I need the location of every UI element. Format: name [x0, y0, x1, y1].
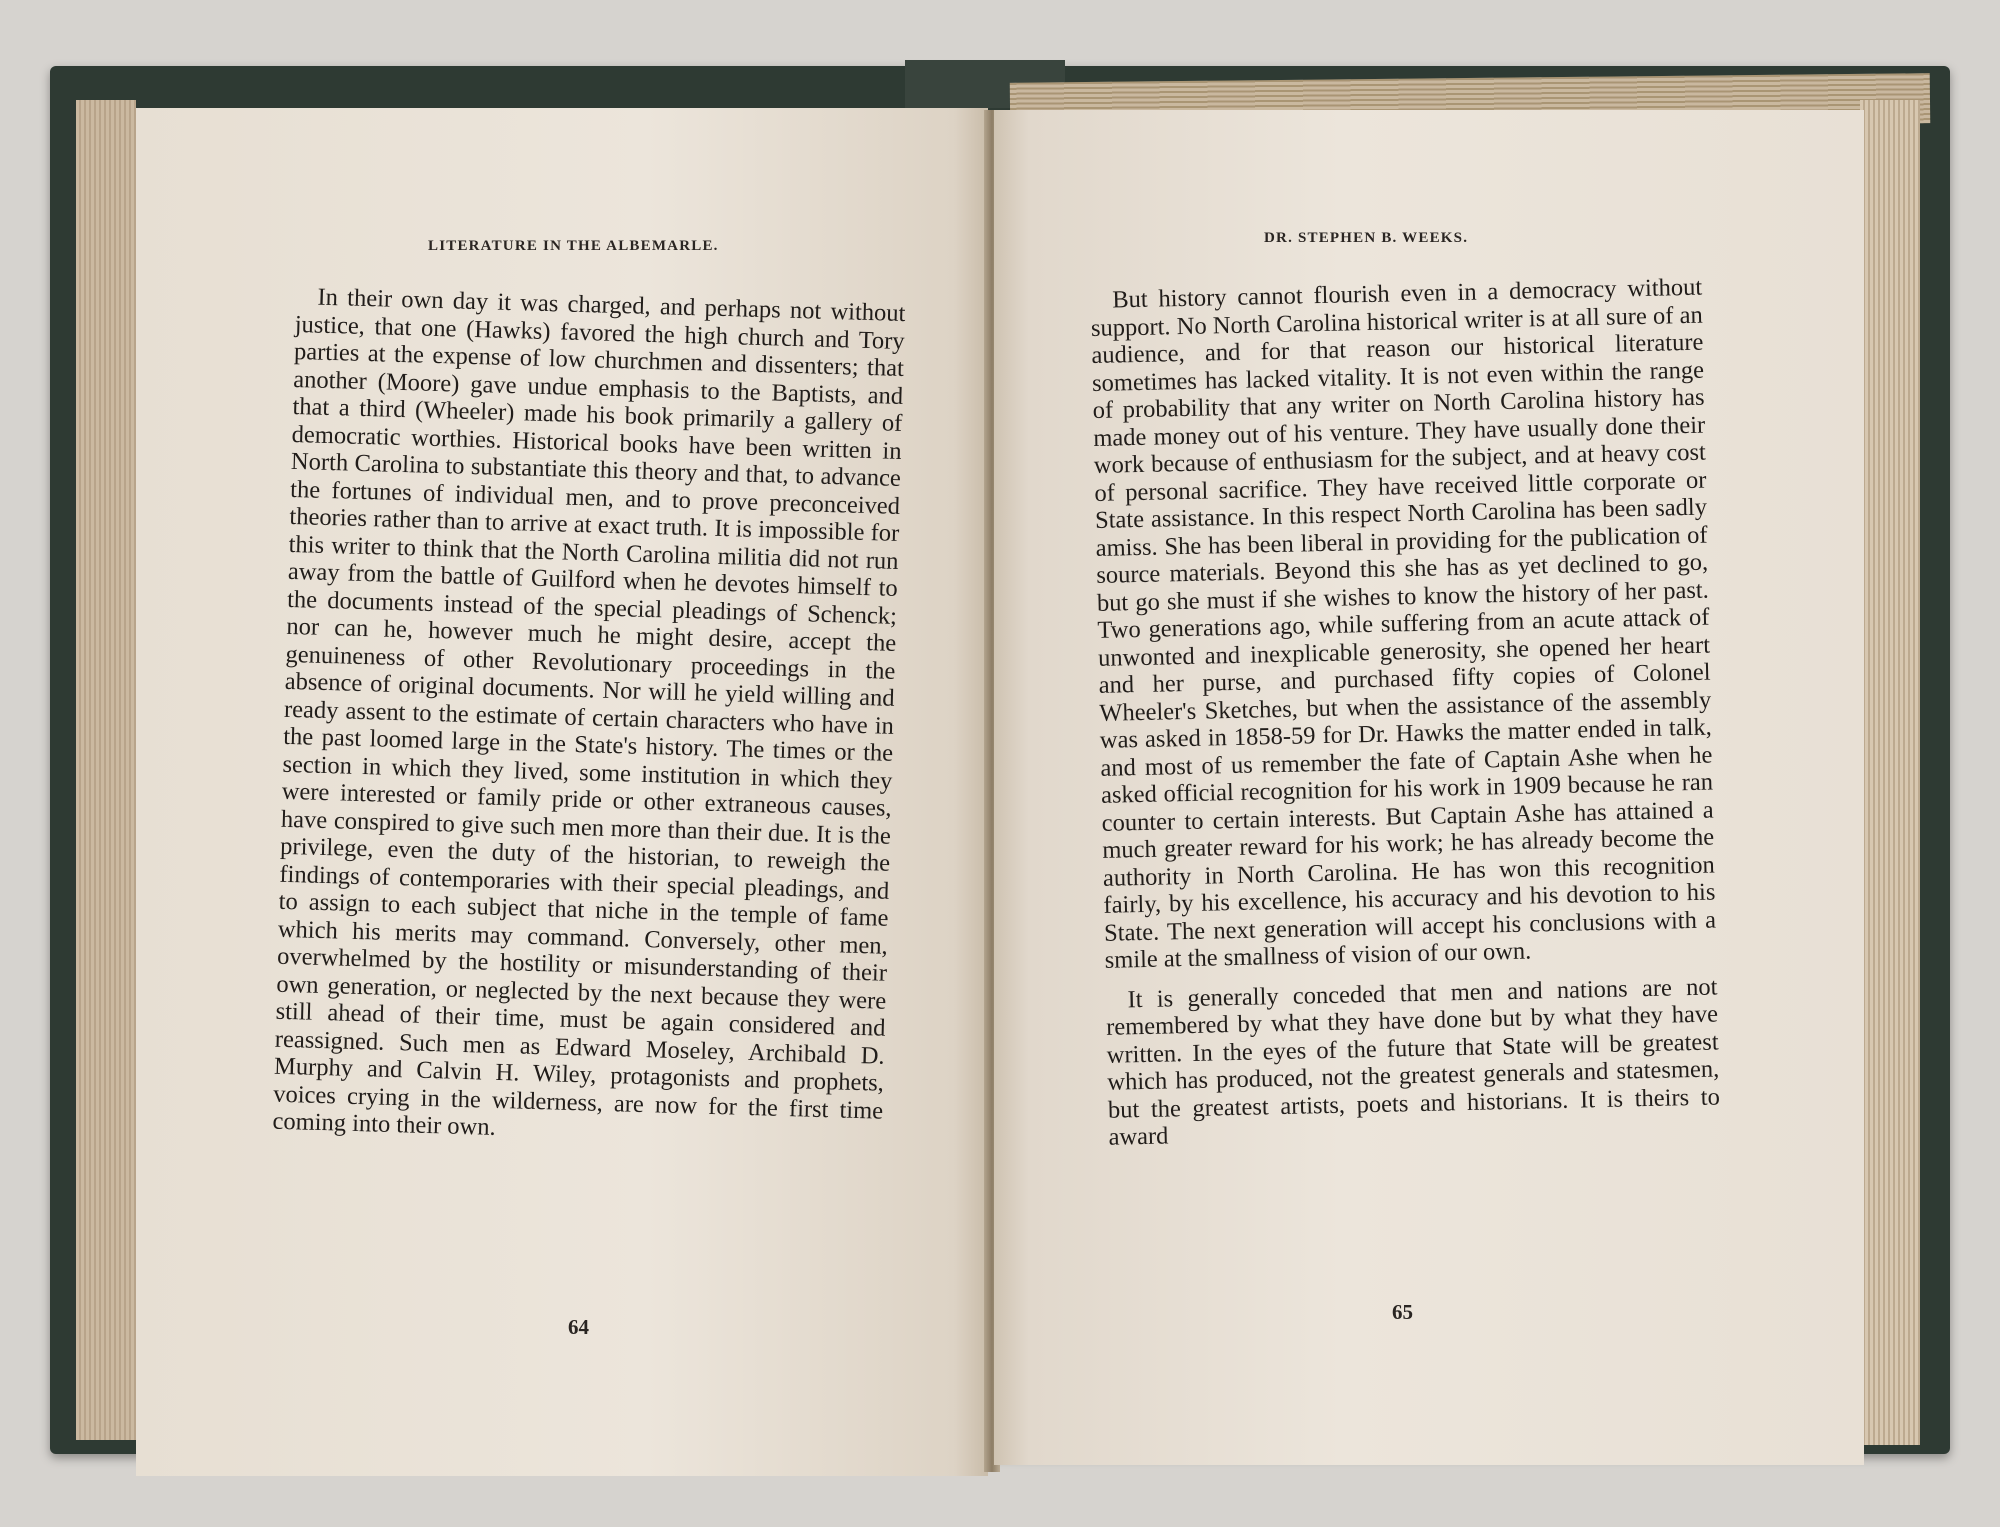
right-page — [994, 110, 1864, 1465]
right-paragraph-1: But history cannot flourish even in a democracy without support. No North Carolina historical writer is at all sure of an audience, and for that reason our historical literature sometimes has lacked vitality. It is not even within the range of probability that any writer on North Carolina history has made money out of his venture. They have usually done their work because of enthusiasm for the subject, and at heavy cost of personal sacrifice. They have received little corporate or State assistance. In this respect North Carolina has been sadly amiss. She has been liberal in providing for the publication of source materials. Beyond this she has as yet declined to go, but go she must if she wishes to know the history of her past. Two generations ago, while suffering from an acute attack of unwonted and inexplicable generosity, she opened her heart and her purse, and purchased fifty copies of Colonel Wheeler's Sketches, but when the assistance of the assembly was asked in 1858-59 for Dr. Hawks the matter ended in talk, and most of us remember the fate of Captain Ashe when he asked official recognition for his work in 1909 because he ran counter to certain interests. But Captain Ashe has attained a much greater reward for his work; he has already become the authority in North Carolina. He has won this recognition fairly, by his excellence, his accuracy and his devotion to his State. The next generation will accept his conclusions with a smile at the smallness of vision of our own. — [1090, 273, 1717, 974]
page-block-left-edge — [76, 100, 136, 1440]
left-text-column — [272, 283, 906, 1152]
page-block-right-edge — [1860, 100, 1920, 1445]
right-running-head: DR. STEPHEN B. WEEKS. — [1264, 230, 1469, 246]
left-paragraph-1: In their own day it was charged, and perhaps not without justice, that one (Hawks) favored the high church and Tory parties at the expense of low churchmen and dissenters; that another (Moore) gave undue emphasis to the Baptists, and that a third (Wheeler) made his book primarily a gallery of democratic worthies. Historical books have been written in North Carolina to substantiate this theory and that, to advance the fortunes of individual men, and to prove preconceived theories rather than to arrive at exact truth. It is impossible for this writer to think that the North Carolina militia did not run away from the battle of Guilford when he devotes himself to the documents instead of the special pleadings of Schenck; nor can he, however much he might desire, accept the genuineness of other Revolutionary proceedings in the absence of original documents. Nor will he yield willing and ready assent to the estimate of certain characters who have in the past loomed large in the State's history. The times or the section in which they lived, some institution in which they were interested or family pride or other extraneous causes, have conspired to give such men more than their due. It is the privilege, even the duty of the historian, to reweigh the findings of contemporaries with their special pleadings, and to assign to each subject that niche in the temple of fame which his merits may command. Conversely, other men, overwhelmed by the hostility or misunderstanding of their own generation, or neglected by the next because they were still ahead of their time, must be again considered and reassigned. Such men as Edward Moseley, Archibald D. Murphy and Calvin H. Wiley, protagonists and prophets, voices crying in the wilderness, are now for the first time coming into their own. — [272, 283, 906, 1141]
right-page-number: 65 — [1392, 1300, 1413, 1324]
left-page-number: 64 — [568, 1315, 589, 1339]
left-page — [136, 108, 988, 1476]
left-running-head: LITERATURE IN THE ALBEMARLE. — [428, 238, 719, 254]
right-text-column — [1090, 274, 1721, 1152]
right-paragraph-2: It is generally conceded that men and nations are not remembered by what they have done but by what they have written. In the eyes of the future that State will be greatest which has produced, not the greatest generals and statesmen, but the greatest artists, poets and historians. It is theirs to award — [1105, 972, 1721, 1151]
